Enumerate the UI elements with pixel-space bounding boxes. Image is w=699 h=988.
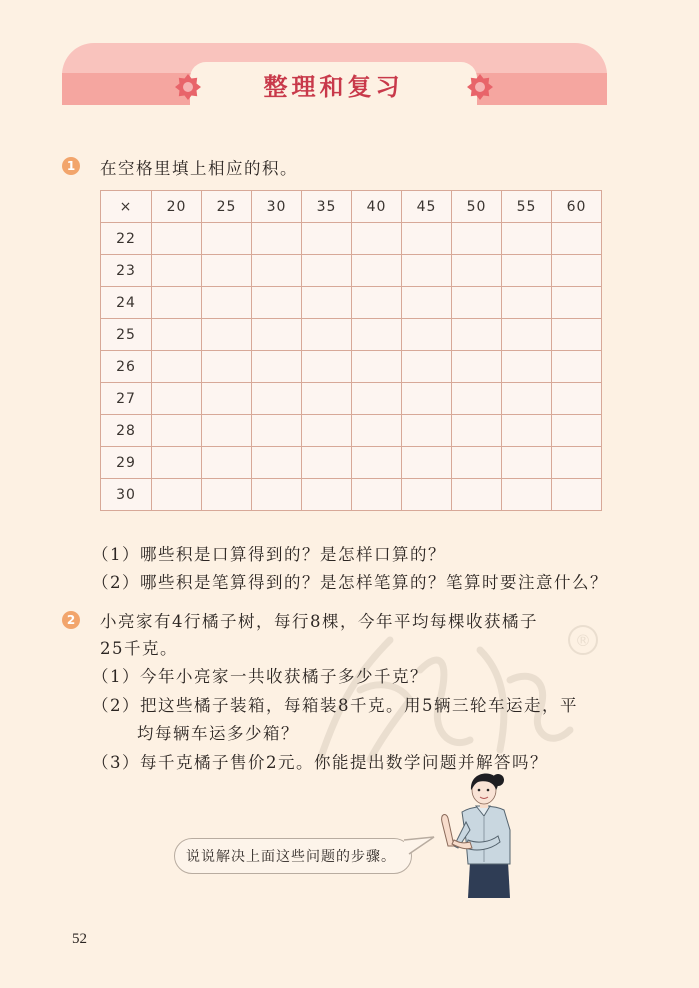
answer-cell[interactable]	[202, 255, 252, 287]
answer-cell[interactable]	[552, 479, 602, 511]
answer-cell[interactable]	[452, 223, 502, 255]
column-header: 45	[402, 191, 452, 223]
column-header: 25	[202, 191, 252, 223]
table-corner: ×	[101, 191, 152, 223]
column-header: 30	[252, 191, 302, 223]
answer-cell[interactable]	[302, 383, 352, 415]
answer-cell[interactable]	[552, 351, 602, 383]
answer-cell[interactable]	[152, 415, 202, 447]
answer-cell[interactable]	[402, 287, 452, 319]
answer-cell[interactable]	[202, 319, 252, 351]
answer-cell[interactable]	[402, 223, 452, 255]
column-header: 50	[452, 191, 502, 223]
question-number-badge: 2	[62, 611, 80, 629]
answer-cell[interactable]	[202, 383, 252, 415]
answer-cell[interactable]	[352, 223, 402, 255]
speech-bubble-text: 说说解决上面这些问题的步骤。	[186, 849, 396, 865]
table-row	[101, 319, 602, 351]
table-row	[101, 415, 602, 447]
column-header: 40	[352, 191, 402, 223]
column-header: 20	[152, 191, 202, 223]
question-2-sub-2: （2）把这些橘子装箱，每箱装8千克。用5辆三轮车运走，平	[92, 696, 578, 715]
answer-cell[interactable]	[202, 447, 252, 479]
answer-cell[interactable]	[352, 479, 402, 511]
title-banner	[62, 43, 607, 105]
answer-cell[interactable]	[252, 383, 302, 415]
row-header: 23	[101, 255, 152, 287]
answer-cell[interactable]	[552, 223, 602, 255]
row-header: 29	[101, 447, 152, 479]
answer-cell[interactable]	[502, 255, 552, 287]
answer-cell[interactable]	[252, 447, 302, 479]
answer-cell[interactable]	[552, 287, 602, 319]
answer-cell[interactable]	[402, 479, 452, 511]
row-header: 22	[101, 223, 152, 255]
answer-cell[interactable]	[452, 383, 502, 415]
answer-cell[interactable]	[402, 447, 452, 479]
column-header: 60	[552, 191, 602, 223]
answer-cell[interactable]	[152, 479, 202, 511]
answer-cell[interactable]	[552, 383, 602, 415]
answer-cell[interactable]	[252, 287, 302, 319]
answer-cell[interactable]	[352, 447, 402, 479]
answer-cell[interactable]	[152, 223, 202, 255]
answer-cell[interactable]	[252, 351, 302, 383]
answer-cell[interactable]	[352, 383, 402, 415]
question-number-badge: 1	[62, 157, 80, 175]
answer-cell[interactable]	[202, 223, 252, 255]
row-header: 25	[101, 319, 152, 351]
watermark-logo	[300, 610, 610, 770]
answer-cell[interactable]	[402, 319, 452, 351]
answer-cell[interactable]	[152, 319, 202, 351]
answer-cell[interactable]	[402, 255, 452, 287]
answer-cell[interactable]	[352, 255, 402, 287]
answer-cell[interactable]	[152, 383, 202, 415]
answer-cell[interactable]	[402, 351, 452, 383]
row-header: 27	[101, 383, 152, 415]
answer-cell[interactable]	[302, 415, 352, 447]
answer-cell[interactable]	[302, 351, 352, 383]
answer-cell[interactable]	[502, 415, 552, 447]
answer-cell[interactable]	[552, 447, 602, 479]
answer-cell[interactable]	[552, 415, 602, 447]
table-row	[101, 351, 602, 383]
answer-cell[interactable]	[452, 479, 502, 511]
answer-cell[interactable]	[502, 223, 552, 255]
table-row	[101, 287, 602, 319]
page-title: 整理和复习	[263, 72, 404, 101]
answer-cell[interactable]	[252, 479, 302, 511]
answer-cell[interactable]	[502, 351, 552, 383]
answer-cell[interactable]	[252, 415, 302, 447]
question-2-sub-2-cont: 均每辆车运多少箱？	[137, 724, 299, 743]
question-1-prompt: 在空格里填上相应的积。	[100, 159, 298, 178]
answer-cell[interactable]	[452, 255, 502, 287]
answer-cell[interactable]	[202, 479, 252, 511]
table-row	[101, 223, 602, 255]
answer-cell[interactable]	[552, 319, 602, 351]
answer-cell[interactable]	[502, 319, 552, 351]
answer-cell[interactable]	[352, 351, 402, 383]
answer-cell[interactable]	[452, 287, 502, 319]
answer-cell[interactable]	[252, 223, 302, 255]
answer-cell[interactable]	[352, 415, 402, 447]
answer-cell[interactable]	[302, 255, 352, 287]
answer-cell[interactable]	[352, 319, 402, 351]
question-2-prompt-line-2: 25千克。	[100, 639, 178, 658]
answer-cell[interactable]	[152, 287, 202, 319]
registered-mark: ®	[575, 631, 591, 650]
answer-cell[interactable]	[302, 223, 352, 255]
answer-cell[interactable]	[302, 287, 352, 319]
answer-cell[interactable]	[452, 351, 502, 383]
question-1-sub-1: （1）哪些积是口算得到的？是怎样口算的？	[92, 545, 446, 564]
answer-cell[interactable]	[352, 287, 402, 319]
row-header: 30	[101, 479, 152, 511]
answer-cell[interactable]	[552, 255, 602, 287]
teacher-illustration	[432, 770, 522, 900]
question-2-sub-1: （1）今年小亮家一共收获橘子多少千克？	[92, 667, 428, 686]
answer-cell[interactable]	[302, 319, 352, 351]
table-header-row	[101, 191, 602, 223]
answer-cell[interactable]	[502, 479, 552, 511]
answer-cell[interactable]	[402, 383, 452, 415]
answer-cell[interactable]	[152, 255, 202, 287]
answer-cell[interactable]	[402, 415, 452, 447]
answer-cell[interactable]	[202, 351, 252, 383]
answer-cell[interactable]	[452, 447, 502, 479]
answer-cell[interactable]	[302, 447, 352, 479]
answer-cell[interactable]	[302, 479, 352, 511]
answer-cell[interactable]	[202, 287, 252, 319]
table-row	[101, 479, 602, 511]
row-header: 26	[101, 351, 152, 383]
answer-cell[interactable]	[502, 447, 552, 479]
row-header: 28	[101, 415, 152, 447]
column-header: 35	[302, 191, 352, 223]
table-row	[101, 255, 602, 287]
page-number: 52	[72, 931, 87, 947]
table-row	[101, 383, 602, 415]
question-2-prompt-line-1: 小亮家有4行橘子树，每行8棵，今年平均每棵收获橘子	[100, 612, 538, 631]
answer-cell[interactable]	[152, 447, 202, 479]
table-row	[101, 447, 602, 479]
row-header: 24	[101, 287, 152, 319]
answer-cell[interactable]	[452, 319, 502, 351]
question-1-sub-2: （2）哪些积是笔算得到的？是怎样笔算的？笔算时要注意什么？	[92, 573, 608, 592]
answer-cell[interactable]	[252, 319, 302, 351]
question-2-sub-3: （3）每千克橘子售价2元。你能提出数学问题并解答吗？	[92, 753, 548, 772]
answer-cell[interactable]	[252, 255, 302, 287]
multiplication-table	[100, 190, 602, 511]
answer-cell[interactable]	[452, 415, 502, 447]
answer-cell[interactable]	[202, 415, 252, 447]
answer-cell[interactable]	[502, 383, 552, 415]
column-header: 55	[502, 191, 552, 223]
answer-cell[interactable]	[152, 351, 202, 383]
answer-cell[interactable]	[502, 287, 552, 319]
flower-icon	[466, 73, 494, 101]
